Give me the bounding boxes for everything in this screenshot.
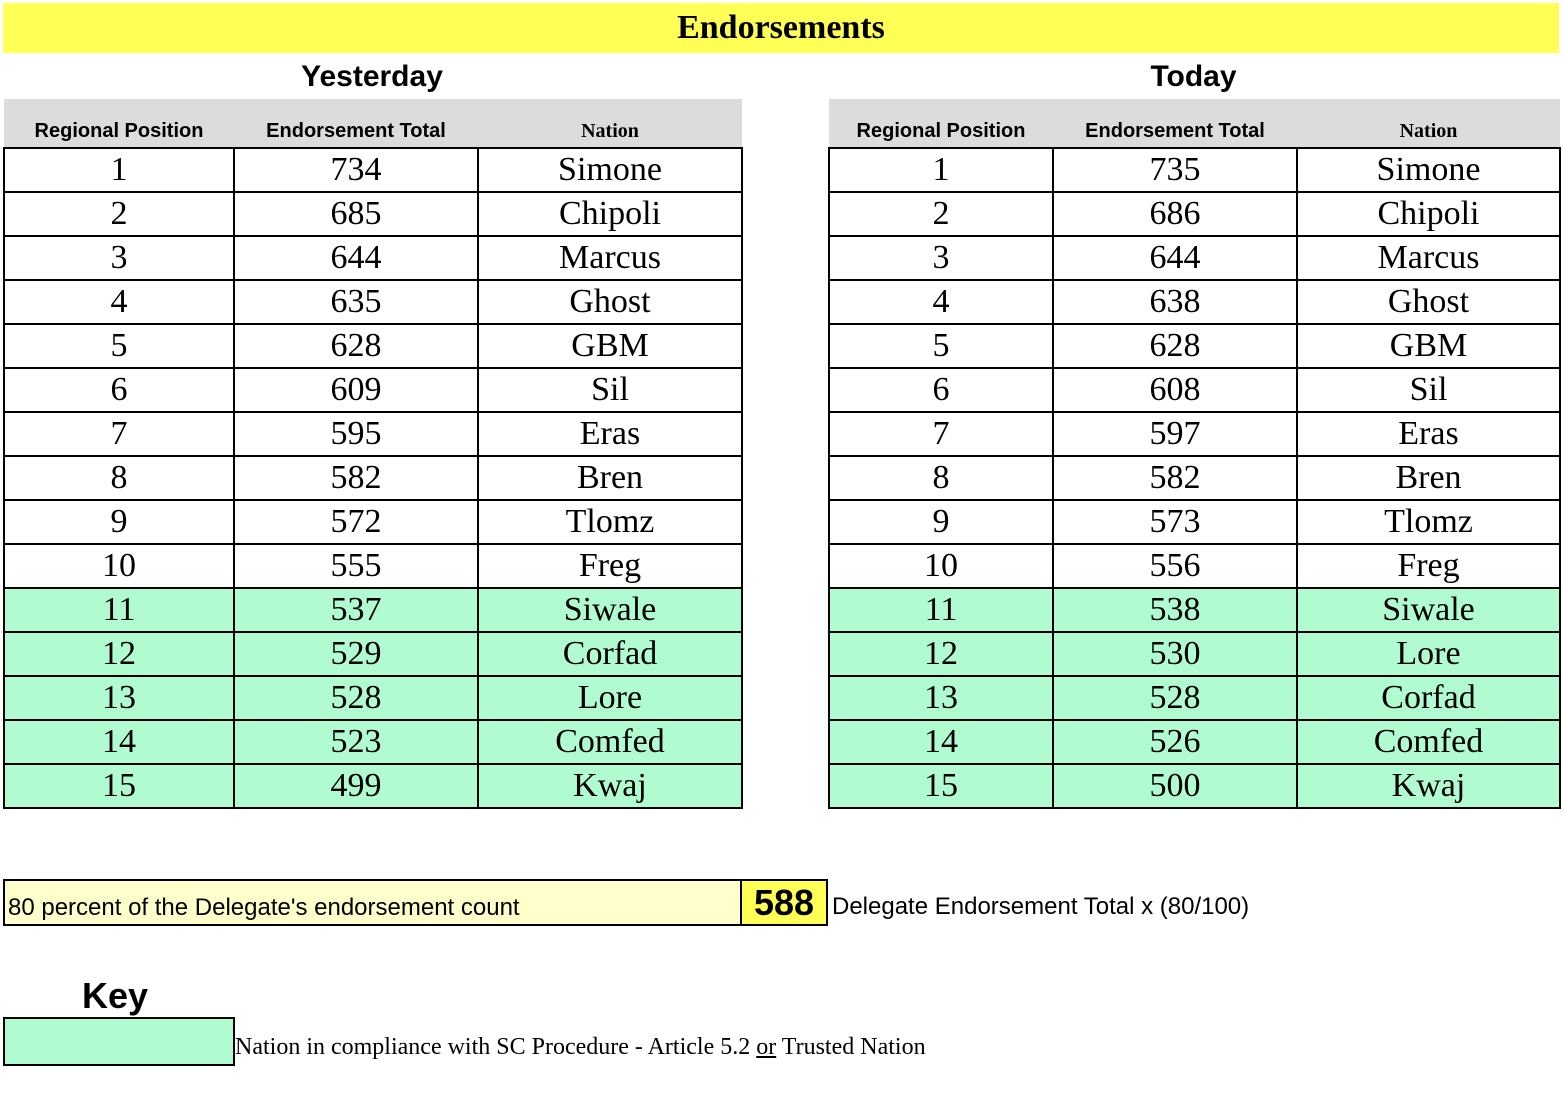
table-row bbox=[4, 588, 742, 632]
yesterday-table bbox=[3, 99, 743, 809]
column-header-position: Regional Position bbox=[829, 99, 1053, 148]
table-header-row bbox=[4, 99, 742, 148]
cell-endorsement-total: 555 bbox=[234, 544, 478, 588]
table-row bbox=[829, 544, 1560, 588]
table-row bbox=[4, 280, 742, 324]
table-row bbox=[829, 192, 1560, 236]
table-row bbox=[829, 236, 1560, 280]
today-heading: Today bbox=[1150, 60, 1237, 93]
cell-endorsement-total: 686 bbox=[1053, 192, 1297, 236]
cell-position: 11 bbox=[4, 588, 234, 632]
cell-endorsement-total: 628 bbox=[1053, 324, 1297, 368]
cell-endorsement-total: 528 bbox=[234, 676, 478, 720]
cell-endorsement-total: 644 bbox=[234, 236, 478, 280]
column-header-total: Endorsement Total bbox=[1053, 99, 1297, 148]
threshold-label: 80 percent of the Delegate's endorsement count bbox=[3, 879, 740, 926]
cell-nation: Chipoli bbox=[1297, 192, 1560, 236]
cell-nation: Lore bbox=[478, 676, 742, 720]
key-description bbox=[235, 1034, 926, 1061]
cell-position: 1 bbox=[829, 148, 1053, 192]
cell-endorsement-total: 638 bbox=[1053, 280, 1297, 324]
cell-nation: Sil bbox=[478, 368, 742, 412]
cell-position: 7 bbox=[4, 412, 234, 456]
cell-endorsement-total: 523 bbox=[234, 720, 478, 764]
cell-nation: GBM bbox=[478, 324, 742, 368]
cell-position: 2 bbox=[4, 192, 234, 236]
table-row bbox=[829, 324, 1560, 368]
cell-position: 1 bbox=[4, 148, 234, 192]
cell-nation: Sil bbox=[1297, 368, 1560, 412]
cell-position: 11 bbox=[829, 588, 1053, 632]
table-row bbox=[4, 412, 742, 456]
cell-position: 7 bbox=[829, 412, 1053, 456]
column-header-nation: Nation bbox=[1297, 99, 1560, 148]
cell-endorsement-total: 538 bbox=[1053, 588, 1297, 632]
table-row bbox=[4, 324, 742, 368]
column-header-position: Regional Position bbox=[4, 99, 234, 148]
today-table bbox=[828, 99, 1561, 809]
key-title: Key bbox=[82, 975, 149, 1016]
cell-endorsement-total: 499 bbox=[234, 764, 478, 808]
cell-position: 2 bbox=[829, 192, 1053, 236]
cell-nation: Freg bbox=[1297, 544, 1560, 588]
cell-endorsement-total: 628 bbox=[234, 324, 478, 368]
cell-position: 12 bbox=[829, 632, 1053, 676]
table-row bbox=[829, 632, 1560, 676]
table-row bbox=[4, 456, 742, 500]
cell-position: 3 bbox=[4, 236, 234, 280]
table-row bbox=[4, 500, 742, 544]
cell-nation: Corfad bbox=[1297, 676, 1560, 720]
cell-nation: Marcus bbox=[478, 236, 742, 280]
threshold-row bbox=[3, 879, 828, 926]
cell-nation: Comfed bbox=[478, 720, 742, 764]
cell-endorsement-total: 644 bbox=[1053, 236, 1297, 280]
table-row bbox=[829, 148, 1560, 192]
cell-nation: Ghost bbox=[478, 280, 742, 324]
table-row bbox=[4, 368, 742, 412]
cell-nation: Comfed bbox=[1297, 720, 1560, 764]
cell-endorsement-total: 556 bbox=[1053, 544, 1297, 588]
cell-endorsement-total: 572 bbox=[234, 500, 478, 544]
page-title: Endorsements bbox=[3, 3, 1559, 53]
table-row bbox=[829, 764, 1560, 808]
table-row bbox=[4, 676, 742, 720]
cell-endorsement-total: 635 bbox=[234, 280, 478, 324]
cell-position: 5 bbox=[829, 324, 1053, 368]
table-row bbox=[829, 588, 1560, 632]
yesterday-heading: Yesterday bbox=[301, 60, 443, 93]
cell-nation: GBM bbox=[1297, 324, 1560, 368]
cell-nation: Marcus bbox=[1297, 236, 1560, 280]
cell-nation: Kwaj bbox=[478, 764, 742, 808]
cell-nation: Tlomz bbox=[1297, 500, 1560, 544]
cell-position: 15 bbox=[829, 764, 1053, 808]
cell-endorsement-total: 609 bbox=[234, 368, 478, 412]
cell-nation: Lore bbox=[1297, 632, 1560, 676]
cell-nation: Eras bbox=[478, 412, 742, 456]
key-description-part: Trusted Nation bbox=[776, 1034, 926, 1060]
cell-nation: Freg bbox=[478, 544, 742, 588]
cell-position: 14 bbox=[829, 720, 1053, 764]
cell-endorsement-total: 537 bbox=[234, 588, 478, 632]
cell-nation: Bren bbox=[1297, 456, 1560, 500]
cell-endorsement-total: 734 bbox=[234, 148, 478, 192]
table-row bbox=[4, 148, 742, 192]
threshold-value: 588 bbox=[740, 879, 828, 926]
threshold-formula-note: Delegate Endorsement Total x (80/100) bbox=[832, 893, 1250, 920]
cell-position: 5 bbox=[4, 324, 234, 368]
cell-endorsement-total: 500 bbox=[1053, 764, 1297, 808]
cell-position: 3 bbox=[829, 236, 1053, 280]
cell-position: 4 bbox=[829, 280, 1053, 324]
table-row bbox=[4, 632, 742, 676]
cell-endorsement-total: 608 bbox=[1053, 368, 1297, 412]
table-row bbox=[4, 720, 742, 764]
cell-endorsement-total: 597 bbox=[1053, 412, 1297, 456]
cell-nation: Siwale bbox=[1297, 588, 1560, 632]
cell-endorsement-total: 530 bbox=[1053, 632, 1297, 676]
cell-position: 13 bbox=[4, 676, 234, 720]
table-row bbox=[4, 236, 742, 280]
cell-position: 6 bbox=[829, 368, 1053, 412]
table-row bbox=[829, 676, 1560, 720]
cell-nation: Ghost bbox=[1297, 280, 1560, 324]
cell-position: 6 bbox=[4, 368, 234, 412]
cell-position: 12 bbox=[4, 632, 234, 676]
cell-endorsement-total: 528 bbox=[1053, 676, 1297, 720]
cell-nation: Bren bbox=[478, 456, 742, 500]
cell-position: 10 bbox=[829, 544, 1053, 588]
cell-nation: Tlomz bbox=[478, 500, 742, 544]
column-header-total: Endorsement Total bbox=[234, 99, 478, 148]
cell-nation: Eras bbox=[1297, 412, 1560, 456]
cell-position: 14 bbox=[4, 720, 234, 764]
cell-endorsement-total: 582 bbox=[234, 456, 478, 500]
cell-endorsement-total: 529 bbox=[234, 632, 478, 676]
cell-endorsement-total: 735 bbox=[1053, 148, 1297, 192]
cell-position: 9 bbox=[4, 500, 234, 544]
cell-nation: Chipoli bbox=[478, 192, 742, 236]
cell-position: 13 bbox=[829, 676, 1053, 720]
cell-position: 4 bbox=[4, 280, 234, 324]
table-row bbox=[829, 720, 1560, 764]
key-description-part: Nation in compliance with SC Procedure - Article 5.2 bbox=[235, 1034, 757, 1060]
cell-nation: Kwaj bbox=[1297, 764, 1560, 808]
cell-nation: Siwale bbox=[478, 588, 742, 632]
cell-position: 10 bbox=[4, 544, 234, 588]
cell-endorsement-total: 685 bbox=[234, 192, 478, 236]
cell-nation: Corfad bbox=[478, 632, 742, 676]
cell-nation: Simone bbox=[478, 148, 742, 192]
table-row bbox=[829, 412, 1560, 456]
cell-position: 9 bbox=[829, 500, 1053, 544]
key-compliant-swatch bbox=[3, 1017, 235, 1066]
column-header-nation: Nation bbox=[478, 99, 742, 148]
table-row bbox=[829, 280, 1560, 324]
cell-nation: Simone bbox=[1297, 148, 1560, 192]
table-row bbox=[829, 456, 1560, 500]
cell-position: 15 bbox=[4, 764, 234, 808]
key-description-or: or bbox=[756, 1034, 777, 1060]
cell-position: 8 bbox=[829, 456, 1053, 500]
cell-endorsement-total: 595 bbox=[234, 412, 478, 456]
cell-endorsement-total: 582 bbox=[1053, 456, 1297, 500]
cell-endorsement-total: 573 bbox=[1053, 500, 1297, 544]
table-row bbox=[4, 544, 742, 588]
table-header-row bbox=[829, 99, 1560, 148]
table-row bbox=[4, 192, 742, 236]
cell-position: 8 bbox=[4, 456, 234, 500]
cell-endorsement-total: 526 bbox=[1053, 720, 1297, 764]
table-row bbox=[4, 764, 742, 808]
table-row bbox=[829, 368, 1560, 412]
table-row bbox=[829, 500, 1560, 544]
